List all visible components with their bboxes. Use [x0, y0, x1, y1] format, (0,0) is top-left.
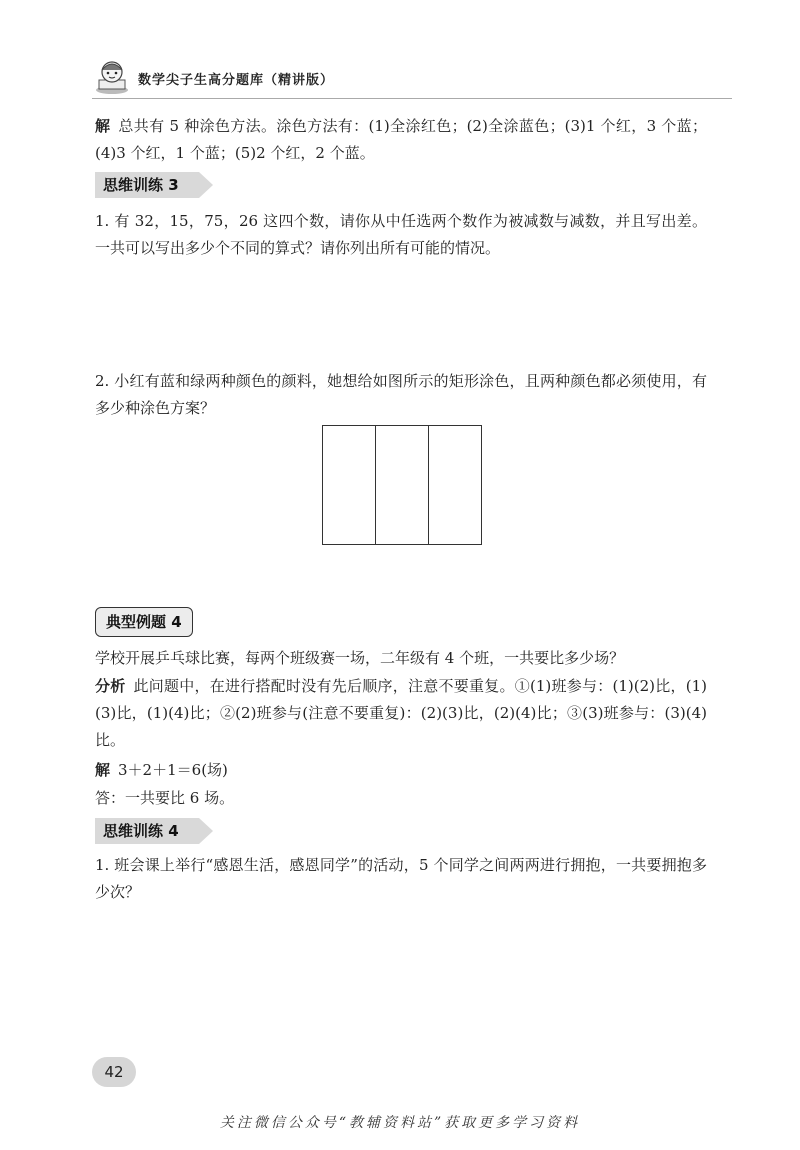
footer-note: 关注微信公众号“教辅资料站”获取更多学习资料 — [219, 1115, 581, 1131]
training3-heading: 思维训练 3 — [95, 172, 199, 198]
book-title: 数学尖子生高分题库（精讲版） — [138, 73, 335, 88]
mascot-icon — [92, 56, 132, 96]
solution-formula: 3＋2＋1＝6(场) — [118, 761, 228, 779]
training4-question1: 1. 班会课上举行“感恩生活，感恩同学”的活动，5 个同学之间两两进行拥抱，一共要拥抱多少次？ — [95, 856, 707, 901]
solution-label: 解 — [95, 761, 111, 779]
page-number: 42 — [92, 1057, 136, 1087]
rectangle-cell — [323, 426, 376, 544]
training3-question2: 2. 小红有蓝和绿两种颜色的颜料，她想给如图所示的矩形涂色，且两种颜色都必须使用，有多少种涂色方案？ — [95, 372, 707, 417]
rectangle-cell — [429, 426, 481, 544]
example4-question: 学校开展乒乓球比赛，每两个班级赛一场，二年级有 4 个班，一共要比多少场？ — [95, 649, 625, 667]
example4-answer: 答：一共要比 6 场。 — [95, 789, 235, 807]
training3-question1: 1. 有 32，15，75，26 这四个数，请你从中任选两个数作为被减数与减数，并且写出差。一共可以写出多少个不同的算式？请你列出所有可能的情况。 — [95, 212, 707, 257]
example4-analysis — [95, 673, 707, 754]
rectangle-figure — [322, 425, 482, 545]
page-header — [92, 56, 732, 96]
example4-heading: 典型例题 4 — [95, 607, 193, 637]
solution-intro — [95, 113, 707, 167]
example4-solution — [95, 757, 707, 784]
solution-label: 解 — [95, 117, 111, 135]
header-divider — [92, 98, 732, 99]
training4-heading: 思维训练 4 — [95, 818, 199, 844]
rectangle-cell — [376, 426, 429, 544]
analysis-label: 分析 — [95, 677, 126, 695]
solution-text: 总共有 5 种涂色方法。涂色方法有：(1)全涂红色；(2)全涂蓝色；(3)1 个红，3 个蓝；(4)3 个红，1 个蓝；(5)2 个红，2 个蓝。 — [95, 117, 707, 162]
analysis-text: 此问题中，在进行搭配时没有先后顺序，注意不要重复。①(1)班参与：(1)(2)比，(1)(3)比，(1)(4)比；②(2)班参与(注意不要重复)：(2)(3)比，(2)(4)比；③(3)班参与：(3)(4)比。 — [95, 677, 707, 749]
